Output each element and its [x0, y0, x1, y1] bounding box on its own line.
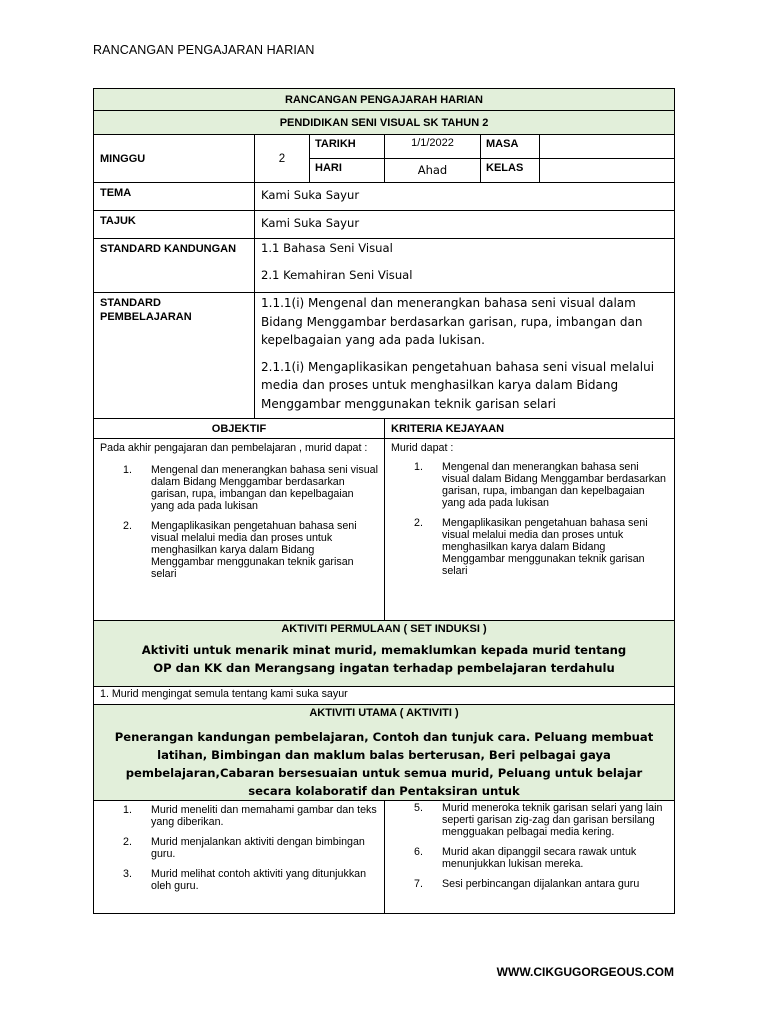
objektif-intro: Pada akhir pengajaran dan pembelajaran , murid dapat : [100, 442, 368, 454]
kelas-label: KELAS [481, 159, 540, 183]
minggu-label: MINGGU [94, 135, 255, 183]
document-header: RANCANGAN PENGAJARAN HARIAN [93, 43, 315, 57]
list-item: 1. Murid meneliti dan memahami gambar dan teks yang diberikan. [123, 804, 377, 828]
utama-right-cell [385, 801, 675, 914]
standard-kandungan-values [255, 239, 675, 293]
list-item: 6. Murid akan dipanggil secara rawak untuk menunjukkan lukisan mereka. [414, 846, 637, 870]
tarikh-value: 1/1/2022 [385, 135, 481, 159]
kriteria-cell [385, 439, 675, 621]
masa-value [540, 135, 675, 159]
sp-label-line: PEMBELAJARAN [100, 311, 192, 323]
kriteria-list [391, 461, 668, 577]
tajuk-label: TAJUK [94, 211, 255, 239]
masa-label: MASA [481, 135, 540, 159]
objektif-header: OBJEKTIF [94, 419, 385, 439]
permulaan-desc: Aktiviti untuk menarik minat murid, memaklumkan kepada murid tentang OP dan KK dan Merangsang ingatan terhadap pembelajaran terdahulu [141, 643, 627, 675]
lesson-plan-table [93, 88, 675, 914]
tarikh-label: TARIKH [310, 135, 385, 159]
sk-item: 2.1 Kemahiran Seni Visual [261, 268, 413, 282]
permulaan-item: 1. Murid mengingat semula tentang kami suka sayur [94, 687, 675, 705]
document-footer[interactable]: WWW.CIKGUGORGEOUS.COM [496, 965, 674, 979]
standard-pembelajaran-values [255, 293, 675, 419]
sp-item: 2.1.1(i) Mengaplikasikan pengetahuan bahasa seni visual melalui media dan proses untuk menghasilkan karya dalam Bidang Menggambar menggunakan teknik garisan selari [261, 359, 655, 411]
list-item: 1. Mengenal dan menerangkan bahasa seni visual dalam Bidang Menggambar berdasarkan garisan, rupa, imbangan dan kepelbagaian yang ada pada lukisan [123, 464, 378, 512]
standard-pembelajaran-label [94, 293, 255, 419]
utama-left-list [100, 804, 378, 892]
sk-item: 1.1 Bahasa Seni Visual [261, 241, 393, 255]
list-item: 2. Mengaplikasikan pengetahuan bahasa seni visual melalui media dan proses untuk menghasilkan karya dalam Bidang Menggambar menggunakan teknik garisan selari [123, 520, 357, 580]
tajuk-value: Kami Suka Sayur [255, 211, 675, 239]
utama-header: AKTIVITI UTAMA ( AKTIVITI ) [309, 707, 459, 719]
list-item: 1. Mengenal dan menerangkan bahasa seni visual dalam Bidang Menggambar berdasarkan garisan, rupa, imbangan dan kepelbagaian yang ada pada lukisan [414, 461, 666, 509]
list-item: 7. Sesi perbincangan dijalankan antara guru [414, 878, 640, 890]
tema-label: TEMA [94, 183, 255, 211]
kriteria-intro: Murid dapat : [391, 442, 454, 454]
kelas-value [540, 159, 675, 183]
tema-value: Kami Suka Sayur [255, 183, 675, 211]
list-item: 3. Murid melihat contoh aktiviti yang ditunjukkan oleh guru. [123, 868, 367, 892]
minggu-value: 2 [255, 135, 310, 183]
list-item: 5. Murid meneroka teknik garisan selari yang lain seperti garisan zig-zag dan garisan bersilang mengguakan pelbagai media kering. [414, 802, 663, 838]
hari-label: HARI [310, 159, 385, 183]
utama-left-cell [94, 801, 385, 914]
objektif-cell [94, 439, 385, 621]
objektif-list [100, 464, 378, 580]
permulaan-block [94, 621, 675, 687]
subject-title: PENDIDIKAN SENI VISUAL SK TAHUN 2 [94, 111, 675, 135]
permulaan-header: AKTIVITI PERMULAAN ( SET INDUKSI ) [281, 623, 487, 635]
hari-value: Ahad [385, 159, 481, 183]
utama-desc: Penerangan kandungan pembelajaran, Contoh dan tunjuk cara. Peluang membuat latihan, Bimbingan dan maklum balas berterusan, Beri pelbagai gaya pembelajaran,Cabaran bersesuaian untuk semua murid, Peluang untuk belajar secara kolaboratif dan Pentaksiran untuk [114, 730, 654, 798]
list-item: 2. Murid menjalankan aktiviti dengan bimbingan guru. [123, 836, 365, 860]
utama-right-list [391, 802, 668, 890]
plan-title: RANCANGAN PENGAJARAH HARIAN [94, 89, 675, 111]
standard-kandungan-label: STANDARD KANDUNGAN [94, 239, 255, 293]
list-item: 2. Mengaplikasikan pengetahuan bahasa seni visual melalui media dan proses untuk menghasilkan karya dalam Bidang Menggambar menggunakan teknik garisan selari [414, 517, 648, 577]
sp-item: 1.1.1(i) Mengenal dan menerangkan bahasa seni visual dalam Bidang Menggambar berdasarkan garisan, rupa, imbangan dan kepelbagaian yang ada pada lukisan. [261, 296, 643, 347]
kriteria-header: KRITERIA KEJAYAAN [385, 419, 675, 439]
utama-block [94, 705, 675, 801]
sp-label-line: STANDARD [100, 297, 161, 309]
